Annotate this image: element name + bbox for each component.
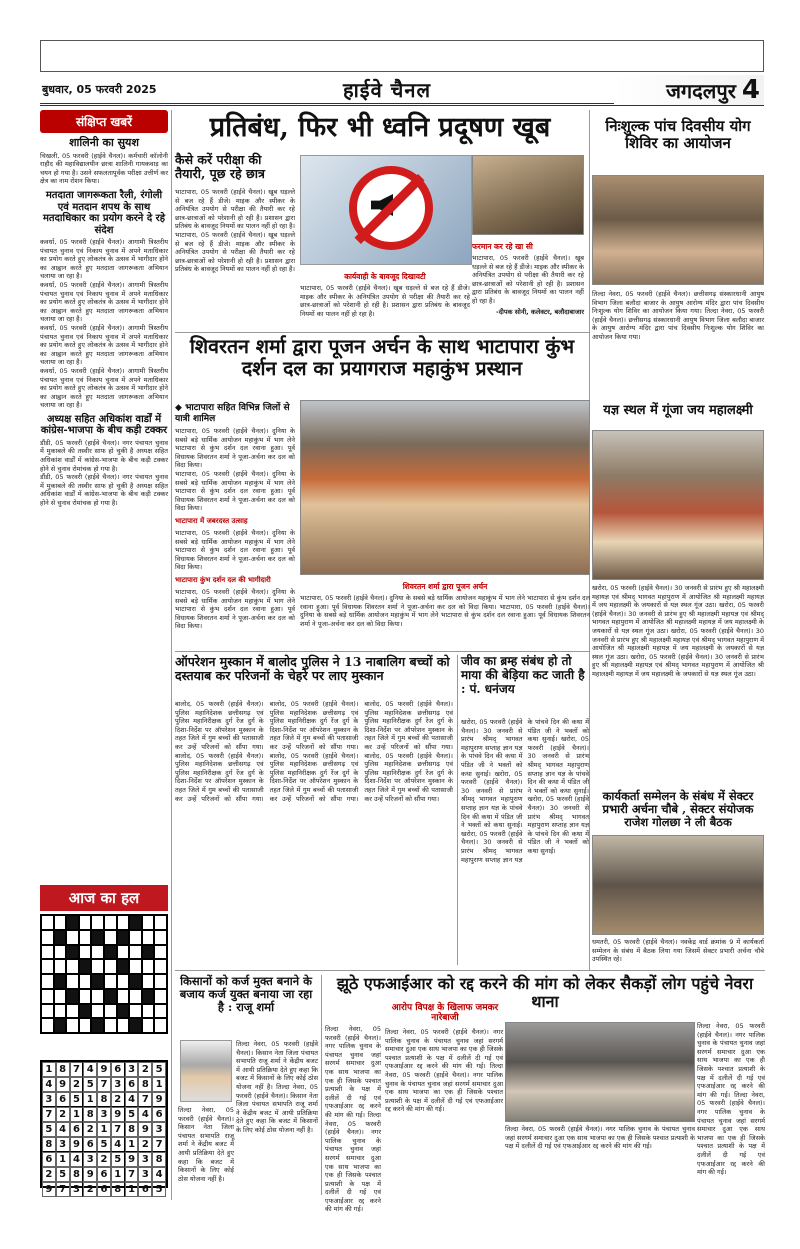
crossword-cell — [41, 1018, 54, 1033]
crossword-cell — [142, 915, 155, 930]
crossword-cell — [104, 1004, 117, 1019]
kumbh-body-text: भाटापारा, 05 फरवरी (हाईवे चैनल)। दुनिया के सबसे बड़े धार्मिक आयोजन महाकुंभ में भाग लेने भाटापारा से कुंभ दर्शन दल रवाना हुआ। पूर्व विधायक शिवरतन शर्मा ने पूजा-अर्चना कर दल को विदा किया। — [175, 427, 295, 470]
top-caption: कार्यवाही के बावजूद दिखावटी — [344, 272, 426, 281]
karyakarta-headline: कार्यकर्ता सम्मेलन के संबंध में सेक्टर प्रभारी अर्चना चौबे , सेक्टर संयोजक राजेश गोलछा ने ली बैठक — [602, 789, 754, 830]
crossword-cell — [117, 974, 130, 989]
crossword-cell — [129, 945, 142, 960]
crossword-cell — [104, 959, 117, 974]
sudoku-cell: 6 — [152, 1107, 166, 1122]
sudoku-cell: 7 — [111, 1122, 125, 1137]
sudoku-cell: 9 — [83, 1167, 97, 1182]
sudoku-cell: 7 — [70, 1062, 84, 1077]
top-body-col3-text: भाटापारा, 05 फरवरी (हाईवे चैनल)। खूब धड़ल्ले से बज रहे हैं डीजे। माइक और स्पीकर के अनियंत्रित उपयोग से परीक्षा की तैयारी कर रहे छात्र-छात्राओं को परेशानी हो रही है। प्रशासन द्वारा प्रतिबंध के बावजूद नियमों का पालन नहीं हो रहा है। — [472, 254, 584, 305]
crossword-cell — [54, 974, 67, 989]
sudoku-cell: 2 — [42, 1167, 56, 1182]
sudoku-cell: 7 — [152, 1137, 166, 1152]
sudoku-cell: 9 — [70, 1137, 84, 1152]
top-headline: प्रतिबंध, फिर भी ध्वनि प्रदूषण खूब — [209, 112, 551, 143]
crossword-cell — [66, 974, 79, 989]
crossword-cell — [142, 989, 155, 1004]
sudoku-cell: 4 — [125, 1092, 139, 1107]
top-body-col3 — [472, 238, 584, 333]
sudoku-cell: 2 — [83, 1122, 97, 1137]
nevra-body-col4-text-2: तिल्दा नेवरा, 05 फरवरी (हाईवे चैनल)। नगर पालिक चुनाव के पंचायत चुनाव जहां सरगर्म समाचार दुआ एक साथ भाजपा का एक ही जिसके पश्चात प्रत्याशी के पक्ष में दलीलें दी गई एवं एफआईआर रद्द करने की मांग की गई। — [697, 1090, 765, 1177]
nevra-body-col4 — [697, 1022, 765, 1195]
crossword-cell — [142, 959, 155, 974]
nevra-body-col1 — [325, 1025, 381, 1214]
crossword-cell — [129, 930, 142, 945]
sudoku-cell: 3 — [138, 1152, 152, 1167]
operation-muskan-headline: ऑपरेशन मुस्कान में बालोद पुलिस ने 13 नाबालिग बच्चों को दस्तयाब कर परिजनों के चेहरे पर लाए मुस्कान — [175, 654, 450, 684]
karyakarta-body: धमतरी, 05 फरवरी (हाईवे चैनल)। नवकेंद्र वार्ड क्रमांक 9 में कार्यकर्ता सम्मेलन के संबंध में बैठक लिया गया जिसमें सेक्टर प्रभारी अर्चना चौबे उपस्थित रहे। — [592, 938, 764, 964]
sudoku-cell: 1 — [125, 1137, 139, 1152]
sudoku-cell: 9 — [56, 1077, 70, 1092]
sudoku-cell: 8 — [42, 1137, 56, 1152]
crossword-cell — [54, 915, 67, 930]
sudoku-cell: 1 — [42, 1062, 56, 1077]
crossword-cell — [154, 930, 167, 945]
crossword-cell — [142, 1004, 155, 1019]
crossword-cell — [41, 989, 54, 1004]
top-subheadline: कैसे करें परीक्षा की तैयारी, पूछ रहे छात्र — [175, 152, 265, 182]
farmer-body — [236, 1040, 318, 1190]
crossword-cell — [54, 945, 67, 960]
kumbh-body-bottom-text: भाटापारा, 05 फरवरी (हाईवे चैनल)। दुनिया के सबसे बड़े धार्मिक आयोजन महाकुंभ में भाग लेने भाटापारा से कुंभ दर्शन दल रवाना हुआ। पूर्व विधायक शिवरतन शर्मा ने पूजा-अर्चना कर दल को विदा किया। — [300, 594, 590, 611]
crossword-cell — [54, 930, 67, 945]
crossword-cell — [117, 945, 130, 960]
paper-title: हाईवे चैनल — [342, 78, 432, 102]
sudoku-cell: 1 — [83, 1092, 97, 1107]
crossword-cell — [79, 915, 92, 930]
briefs-tag: संक्षिप्त खबरें — [40, 110, 168, 133]
crossword-cell — [117, 915, 130, 930]
section-divider — [175, 332, 589, 333]
sudoku-cell: 8 — [70, 1167, 84, 1182]
farmer-body-text: तिल्दा नेवरा, 05 फरवरी (हाईवे चैनल)। किसान नेता जिला पंचायत सभापति राजू शर्मा ने केंद्रीय बजट में आयी प्रतिक्रिया देते हुए कहा कि बजट में किसानों के लिए कोई ठोस योजना नहीं है। — [236, 1040, 318, 1091]
sudoku-cell: 6 — [70, 1122, 84, 1137]
sudoku-cell: 9 — [125, 1152, 139, 1167]
crossword-cell — [79, 974, 92, 989]
crossword-cell — [117, 959, 130, 974]
advertisement-box — [40, 40, 764, 72]
crossword-grid — [40, 914, 168, 1034]
top-body-text-cont: भाटापारा, 05 फरवरी (हाईवे चैनल)। खूब धड़ल्ले से बज रहे हैं डीजे। माइक और स्पीकर के अनियंत्रित उपयोग से परीक्षा की तैयारी कर रहे छात्र-छात्राओं को परेशानी हो रही है। प्रशासन द्वारा प्रतिबंध के बावजूद नियमों का पालन नहीं हो रहा है। — [175, 230, 295, 274]
sudoku-cell: 2 — [97, 1152, 111, 1167]
sudoku-cell: 4 — [56, 1122, 70, 1137]
crossword-cell — [91, 989, 104, 1004]
sudoku-cell: 1 — [152, 1077, 166, 1092]
crossword-cell — [91, 915, 104, 930]
sudoku-grid — [40, 1060, 168, 1195]
sudoku-cell: 6 — [42, 1152, 56, 1167]
jeev-body-text-2: खरोरा, 05 फरवरी (हाईवे चैनल)। 30 जनवरी से प्रारंभ श्रीमद् भागवत महापुराण सप्ताह ज्ञान यज्ञ के पांचवे दिन की कथा में पंडित जी ने भक्तों को कथा सुनाई। — [461, 769, 523, 830]
kumbh-body-bottom — [300, 578, 590, 650]
column-divider — [171, 110, 172, 1200]
farmer-headline: किसानों को कर्ज मुक्त बनाने के बजाय कर्ज युक्त बनाया जा रहा है : राजू शर्मा — [179, 974, 313, 1015]
sudoku-cell: 5 — [97, 1137, 111, 1152]
brief-headline-1: शालिनी का सुयश — [69, 136, 139, 149]
crossword-cell — [154, 974, 167, 989]
nevra-body-bottom-text: तिल्दा नेवरा, 05 फरवरी (हाईवे चैनल)। नगर पालिक चुनाव के पंचायत चुनाव जहां सरगर्म समाचार दुआ एक साथ भाजपा का एक ही जिसके पश्चात प्रत्याशी के पक्ष में दलीलें दी गई एवं एफआईआर रद्द करने की मांग की गई। — [505, 1125, 695, 1151]
jeev-body-text-4: खरोरा, 05 फरवरी (हाईवे चैनल)। 30 जनवरी से प्रारंभ श्रीमद् भागवत महापुराण सप्ताह ज्ञान यज्ञ के पांचवे दिन की कथा में पंडित जी ने भक्तों को कथा सुनाई। — [527, 735, 589, 795]
nevra-body-text: तिल्दा नेवरा, 05 फरवरी (हाईवे चैनल)। नगर पालिक चुनाव के पंचायत चुनाव जहां सरगर्म समाचार दुआ एक साथ भाजपा का एक ही जिसके पश्चात प्रत्याशी के पक्ष में दलीलें दी गई एवं एफआईआर रद्द करने की मांग की गई। — [325, 1025, 381, 1119]
sudoku-cell: 2 — [83, 1182, 97, 1197]
crossword-cell — [79, 1004, 92, 1019]
crossword-cell — [117, 1004, 130, 1019]
sudoku-cell: 5 — [56, 1167, 70, 1182]
crossword-cell — [79, 945, 92, 960]
kumbh-body-col1 — [175, 400, 295, 650]
crossword-cell — [66, 945, 79, 960]
operation-body-text-5: बालोद, 05 फरवरी (हाईवे चैनल)। पुलिस महानिदेशक छत्तीसगढ़ एवं पुलिस महानिरीक्षक दुर्ग रेंज दुर्ग के दिशा-निर्देश पर ऑपरेशन मुस्कान के तहत जिले में गुम बच्चों की पतासाजी कर उन्हें परिजनों को सौंपा गया। — [364, 700, 453, 751]
crossword-cell — [66, 1004, 79, 1019]
crossword-cell — [129, 974, 142, 989]
sudoku-cell: 9 — [42, 1182, 56, 1197]
yoga-headline: निःशुल्क पांच दिवसीय योग शिविर का आयोजन — [605, 117, 751, 153]
crossword-cell — [91, 1018, 104, 1033]
jeev-body-text-3: खरोरा, 05 फरवरी (हाईवे चैनल)। 30 जनवरी से प्रारंभ श्रीमद् भागवत महापुराण सप्ताह ज्ञान यज्ञ के पांचवे दिन की कथा में पंडित जी ने भक्तों को कथा सुनाई। — [461, 718, 589, 864]
brief-body-3-cont: डौंडी, 05 फरवरी (हाईवे चैनल)। नगर पंचायत चुनाव में मुकाबले की तस्वीर साफ हो चुकी है अध्यक्ष सहित अधिकांश वार्डों में कांग्रेस-भाजपा के बीच कड़ी टक्कर होने से चुनाव रोमांचक हो गया है। — [40, 473, 168, 508]
section-divider — [175, 651, 589, 652]
crossword-cell — [104, 974, 117, 989]
sudoku-cell: 5 — [111, 1152, 125, 1167]
nevra-body-col2-text-2: तिल्दा नेवरा, 05 फरवरी (हाईवे चैनल)। नगर पालिक चुनाव के पंचायत चुनाव जहां सरगर्म समाचार दुआ एक साथ भाजपा का एक ही जिसके पश्चात प्रत्याशी के पक्ष में दलीलें दी गई एवं एफआईआर रद्द करने की मांग की गई। — [385, 1062, 503, 1114]
meeting-photo — [592, 835, 764, 935]
crossword-cell — [129, 989, 142, 1004]
sudoku-cell: 3 — [111, 1077, 125, 1092]
nevra-body-col2-text: तिल्दा नेवरा, 05 फरवरी (हाईवे चैनल)। नगर पालिक चुनाव के पंचायत चुनाव जहां सरगर्म समाचार दुआ एक साथ भाजपा का एक ही जिसके पश्चात प्रत्याशी के पक्ष में दलीलें दी गई एवं एफआईआर रद्द करने की मांग की गई। — [385, 1028, 503, 1071]
jeev-body — [461, 718, 589, 965]
top-side-sub: फरमान कर रहे खा सी — [472, 242, 533, 251]
nevra-thana-headline: झूठे एफआईआर को रद्द करने की मांग को लेकर सैकड़ों लोग पहुंचे नेवरा थाना — [336, 974, 754, 1012]
column-divider — [321, 975, 322, 1195]
sudoku-cell: 6 — [97, 1182, 111, 1197]
kumbh-sub3: भाटापारा कुंभ दर्शन दल की भागीदारी — [175, 575, 271, 584]
crossword-cell — [129, 1018, 142, 1033]
sudoku-cell: 7 — [42, 1107, 56, 1122]
crossword-cell — [91, 974, 104, 989]
masthead — [40, 76, 764, 106]
sudoku-cell: 6 — [97, 1167, 111, 1182]
kumbh-sub4: शिवरतन शर्मा द्वारा पूजन अर्चन — [402, 582, 488, 591]
crossword-cell — [142, 930, 155, 945]
brief-body-2-cont2: कवर्धा, 05 फरवरी (हाईवे चैनल)। आगामी त्रिस्तरीय पंचायत चुनाव एवं निकाय चुनाव में अपने मताधिकार का प्रयोग करते हुए लोकतंत्र के उत्सव में भागीदार होने का आह्वान करते हुए मतदाता जागरूकता अभियान चलाया जा रहा है। — [40, 323, 168, 367]
crossword-cell — [54, 1018, 67, 1033]
crossword-cell — [142, 974, 155, 989]
sudoku-cell: 4 — [111, 1137, 125, 1152]
crossword-cell — [91, 1004, 104, 1019]
nevra-body-col4-text: तिल्दा नेवरा, 05 फरवरी (हाईवे चैनल)। नगर पालिक चुनाव के पंचायत चुनाव जहां सरगर्म समाचार दुआ एक साथ भाजपा का एक ही जिसके पश्चात प्रत्याशी के पक्ष में दलीलें दी गई एवं एफआईआर रद्द करने की मांग की गई। — [697, 1022, 765, 1099]
sudoku-cell: 4 — [42, 1077, 56, 1092]
crossword-cell — [54, 989, 67, 1004]
sudoku-cell: 6 — [125, 1077, 139, 1092]
sudoku-cell: 8 — [152, 1152, 166, 1167]
yoga-body-text-cont: तिल्दा नेवरा, 05 फरवरी (हाईवे चैनल)। छत्तीसगढ़ संस्कारधानी आयुष विभाग जिला बलौदा बाजार के आयुष आरोग्य मंदिर द्वारा पांच दिवसीय निःशुल्क योग शिविर का आयोजन किया गया। — [592, 307, 764, 341]
crossword-cell — [79, 989, 92, 1004]
sudoku-cell: 3 — [56, 1137, 70, 1152]
crossword-cell — [104, 1018, 117, 1033]
sudoku-cell: 1 — [56, 1152, 70, 1167]
sudoku-cell: 5 — [152, 1182, 166, 1197]
crossword-cell — [142, 1018, 155, 1033]
crossword-cell — [154, 915, 167, 930]
crossword-cell — [79, 959, 92, 974]
sudoku-cell: 7 — [56, 1182, 70, 1197]
crossword-cell — [79, 1018, 92, 1033]
brief-headline-3: अध्यक्ष सहित अधिकांश वार्डों में कांग्रेस-भाजपा के बीच कड़ी टक्कर — [40, 413, 168, 437]
operation-body-text-2: बालोद, 05 फरवरी (हाईवे चैनल)। पुलिस महानिदेशक छत्तीसगढ़ एवं पुलिस महानिरीक्षक दुर्ग रेंज दुर्ग के दिशा-निर्देश पर ऑपरेशन मुस्कान के तहत जिले में गुम बच्चों की पतासाजी कर उन्हें परिजनों को सौंपा गया। — [175, 751, 264, 803]
edition-city — [614, 75, 764, 105]
yoga-camp-photo — [592, 175, 764, 285]
sudoku-cell: 9 — [111, 1107, 125, 1122]
sudoku-cell: 5 — [125, 1107, 139, 1122]
sudoku-cell: 2 — [70, 1077, 84, 1092]
city-name: जगदलपुर — [666, 78, 736, 103]
nevra-body-col2 — [385, 1028, 503, 1195]
sudoku-cell: 5 — [42, 1122, 56, 1137]
crossword-cell — [91, 930, 104, 945]
operation-muskan-body — [175, 700, 453, 965]
crossword-cell — [104, 989, 117, 1004]
crossword-cell — [142, 945, 155, 960]
sudoku-cell: 4 — [138, 1107, 152, 1122]
crossword-cell — [129, 959, 142, 974]
brief-body-2-cont: कवर्धा, 05 फरवरी (हाईवे चैनल)। आगामी त्रिस्तरीय पंचायत चुनाव एवं निकाय चुनाव में अपने मताधिकार का प्रयोग करते हुए लोकतंत्र के उत्सव में भागीदार होने का आह्वान करते हुए मतदाता जागरूकता अभियान चलाया जा रहा है। — [40, 280, 168, 324]
sudoku-cell: 8 — [138, 1077, 152, 1092]
jeev-headline: जीव का ब्रम्ह संबंध हो तो माया की बेड़िया कट जाती है : पं. धनंजय — [461, 654, 585, 696]
crossword-cell — [41, 1004, 54, 1019]
sudoku-cell: 5 — [70, 1092, 84, 1107]
sudoku-cell: 1 — [125, 1182, 139, 1197]
sudoku-cell: 6 — [138, 1182, 152, 1197]
protest-photo — [505, 1022, 695, 1122]
kumbh-body-bottom-text-2: भाटापारा, 05 फरवरी (हाईवे चैनल)। दुनिया के सबसे बड़े धार्मिक आयोजन महाकुंभ में भाग लेने भाटापारा से कुंभ दर्शन दल रवाना हुआ। पूर्व विधायक शिवरतन शर्मा ने पूजा-अर्चना कर दल को विदा किया। — [300, 602, 590, 628]
kumbh-body-text-3: भाटापारा, 05 फरवरी (हाईवे चैनल)। दुनिया के सबसे बड़े धार्मिक आयोजन महाकुंभ में भाग लेने भाटापारा से कुंभ दर्शन दल रवाना हुआ। पूर्व विधायक शिवरतन शर्मा ने पूजा-अर्चना कर दल को विदा किया। — [175, 528, 295, 572]
crossword-cell — [66, 959, 79, 974]
yajna-body-text-3: खरोरा, 05 फरवरी (हाईवे चैनल)। 30 जनवरी से प्रारंभ हुए श्री महालक्ष्मी महायज्ञ एवं श्रीमद् भागवत महापुराण में आयोजित श्री महालक्ष्मी महायज्ञ में जय महालक्ष्मी के जयकारों से यज्ञ स्थल गूंज उठा। — [592, 626, 765, 661]
operation-body-text-6: बालोद, 05 फरवरी (हाईवे चैनल)। पुलिस महानिदेशक छत्तीसगढ़ एवं पुलिस महानिरीक्षक दुर्ग रेंज दुर्ग के दिशा-निर्देश पर ऑपरेशन मुस्कान के तहत जिले में गुम बच्चों की पतासाजी कर उन्हें परिजनों को सौंपा गया। — [364, 751, 453, 803]
sudoku-cell: 5 — [83, 1077, 97, 1092]
top-body — [175, 188, 295, 328]
sudoku-cell: 4 — [70, 1152, 84, 1167]
yajna-headline: यज्ञ स्थल में गूंजा जय महालक्ष्मी — [603, 403, 753, 418]
sudoku-cell: 1 — [111, 1167, 125, 1182]
sudoku-cell: 8 — [56, 1062, 70, 1077]
kumbh-body-text-2: भाटापारा, 05 फरवरी (हाईवे चैनल)। दुनिया के सबसे बड़े धार्मिक आयोजन महाकुंभ में भाग लेने भाटापारा से कुंभ दर्शन दल रवाना हुआ। पूर्व विधायक शिवरतन शर्मा ने पूजा-अर्चना कर दल को विदा किया। — [175, 469, 295, 513]
crossword-cell — [54, 1004, 67, 1019]
kumbh-subhead-text: भाटापारा सहित विभिन्न जिलों से यात्री शामिल — [175, 403, 290, 424]
section-divider — [175, 970, 765, 971]
sudoku-cell: 7 — [138, 1092, 152, 1107]
operation-body-text: बालोद, 05 फरवरी (हाईवे चैनल)। पुलिस महानिदेशक छत्तीसगढ़ एवं पुलिस महानिरीक्षक दुर्ग रेंज दुर्ग के दिशा-निर्देश पर ऑपरेशन मुस्कान के तहत जिले में गुम बच्चों की पतासाजी कर उन्हें परिजनों को सौंपा गया। — [175, 700, 264, 751]
sudoku-cell: 3 — [152, 1122, 166, 1137]
sudoku-cell: 2 — [56, 1107, 70, 1122]
crossword-cell — [41, 945, 54, 960]
sudoku-cell: 5 — [152, 1062, 166, 1077]
nevra-body-bottom — [505, 1125, 695, 1195]
page-number: 4 — [741, 74, 760, 105]
sudoku-cell: 9 — [152, 1092, 166, 1107]
yajna-body — [592, 584, 764, 784]
brief-body-3: डौंडी, 05 फरवरी (हाईवे चैनल)। नगर पंचायत चुनाव में मुकाबले की तस्वीर साफ हो चुकी है अध्यक्ष सहित अधिकांश वार्डों में कांग्रेस-भाजपा के बीच कड़ी टक्कर होने से चुनाव रोमांचक हो गया है। — [40, 438, 168, 473]
sudoku-cell: 2 — [138, 1137, 152, 1152]
crossword-cell — [104, 930, 117, 945]
yoga-body-text: तिल्दा नेवरा, 05 फरवरी (हाईवे चैनल)। छत्तीसगढ़ संस्कारधानी आयुष विभाग जिला बलौदा बाजार के आयुष आरोग्य मंदिर द्वारा पांच दिवसीय निःशुल्क योग शिविर का आयोजन किया गया। — [592, 290, 764, 316]
crossword-cell — [117, 930, 130, 945]
top-byline: -दीपक सोनी, कलेक्टर, बलौदाबाजार — [496, 307, 584, 316]
brief-body-2-cont3: कवर्धा, 05 फरवरी (हाईवे चैनल)। आगामी त्रिस्तरीय पंचायत चुनाव एवं निकाय चुनाव में अपने मताधिकार का प्रयोग करते हुए लोकतंत्र के उत्सव में भागीदार होने का आह्वान करते हुए मतदाता जागरूकता अभियान चलाया जा रहा है। — [40, 366, 168, 410]
crossword-cell — [41, 959, 54, 974]
crossword-cell — [66, 1018, 79, 1033]
kumbh-subhead: ◆ भाटापारा सहित विभिन्न जिलों से यात्री शामिल — [175, 403, 290, 424]
kumbh-sub2: भाटापारा में जबरदस्त उत्साह — [175, 516, 248, 525]
crossword-cell — [41, 930, 54, 945]
issue-date: बुधवार, 05 फरवरी 2025 — [42, 83, 157, 96]
sudoku-cell: 9 — [97, 1062, 111, 1077]
yajna-body-text: खरोरा, 05 फरवरी (हाईवे चैनल)। 30 जनवरी से प्रारंभ हुए श्री महालक्ष्मी महायज्ञ एवं श्रीमद् भागवत महापुराण में आयोजित श्री महालक्ष्मी महायज्ञ में जय महालक्ष्मी के जयकारों से यज्ञ स्थल गूंज उठा। — [592, 584, 764, 610]
operation-body-text-3: बालोद, 05 फरवरी (हाईवे चैनल)। पुलिस महानिदेशक छत्तीसगढ़ एवं पुलिस महानिरीक्षक दुर्ग रेंज दुर्ग के दिशा-निर्देश पर ऑपरेशन मुस्कान के तहत जिले में गुम बच्चों की पतासाजी कर उन्हें परिजनों को सौंपा गया। — [269, 700, 359, 751]
dj-crowd-photo — [472, 155, 584, 235]
crossword-cell — [117, 989, 130, 1004]
sudoku-cell: 6 — [111, 1062, 125, 1077]
sudoku-cell: 2 — [138, 1062, 152, 1077]
sudoku-cell: 8 — [111, 1182, 125, 1197]
farmer-body-left: तिल्दा नेवरा, 05 फरवरी (हाईवे चैनल)। किसान नेता जिला पंचायत सभापति राजू शर्मा ने केंद्रीय बजट में आयी प्रतिक्रिया देते हुए कहा कि बजट में किसानों के लिए कोई ठोस योजना नहीं है। — [178, 1106, 234, 1183]
jeev-body-text: खरोरा, 05 फरवरी (हाईवे चैनल)। 30 जनवरी से प्रारंभ श्रीमद् भागवत महापुराण सप्ताह ज्ञान यज्ञ के पांचवे दिन की कथा में पंडित जी ने भक्तों को कथा सुनाई। — [461, 718, 523, 778]
top-body-col2 — [300, 268, 470, 328]
crossword-cell — [54, 959, 67, 974]
yoga-body — [592, 290, 764, 395]
yajna-body-text-4: खरोरा, 05 फरवरी (हाईवे चैनल)। 30 जनवरी से प्रारंभ हुए श्री महालक्ष्मी महायज्ञ एवं श्रीमद् भागवत महापुराण में आयोजित श्री महालक्ष्मी महायज्ञ में जय महालक्ष्मी के जयकारों से यज्ञ स्थल गूंज उठा। — [592, 652, 764, 678]
today-solution-header: आज का हल — [40, 885, 168, 911]
brief-headline-2: मतदाता जागरूकता रैली, रंगोली एवं मतदान शपथ के साथ मतदाधिकार का प्रयोग करने दे रहे संदेश — [42, 190, 166, 236]
brief-body-2: कवर्धा, 05 फरवरी (हाईवे चैनल)। आगामी त्रिस्तरीय पंचायत चुनाव एवं निकाय चुनाव में अपने मताधिकार का प्रयोग करते हुए लोकतंत्र के उत्सव में भागीदार होने का आह्वान करते हुए मतदाता जागरूकता अभियान चलाया जा रहा है। — [40, 238, 168, 281]
crossword-cell — [91, 945, 104, 960]
top-body-col2-text: भाटापारा, 05 फरवरी (हाईवे चैनल)। खूब धड़ल्ले से बज रहे हैं डीजे। माइक और स्पीकर के अनियंत्रित उपयोग से परीक्षा की तैयारी कर रहे छात्र-छात्राओं को परेशानी हो रही है। प्रशासन द्वारा प्रतिबंध के बावजूद नियमों का पालन नहीं हो रहा है। — [300, 284, 470, 318]
sudoku-cell: 3 — [125, 1062, 139, 1077]
nevra-body-text-2: तिल्दा नेवरा, 05 फरवरी (हाईवे चैनल)। नगर पालिक चुनाव के पंचायत चुनाव जहां सरगर्म समाचार दुआ एक साथ भाजपा का एक ही जिसके पश्चात प्रत्याशी के पक्ष में दलीलें दी गई एवं एफआईआर रद्द करने की मांग की गई। — [325, 1110, 381, 1214]
sudoku-cell: 1 — [70, 1107, 84, 1122]
crossword-cell — [117, 1018, 130, 1033]
crossword-cell — [91, 959, 104, 974]
jeev-body-text-5: खरोरा, 05 फरवरी (हाईवे चैनल)। 30 जनवरी से प्रारंभ श्रीमद् भागवत महापुराण सप्ताह ज्ञान यज्ञ के पांचवे दिन की कथा में पंडित जी ने भक्तों को कथा सुनाई। — [527, 795, 589, 855]
sudoku-cell: 3 — [42, 1092, 56, 1107]
sudoku-cell: 6 — [83, 1137, 97, 1152]
sudoku-cell: 1 — [97, 1122, 111, 1137]
sudoku-cell: 3 — [70, 1182, 84, 1197]
sudoku-cell: 7 — [97, 1077, 111, 1092]
sudoku-cell: 3 — [97, 1107, 111, 1122]
sudoku-cell: 8 — [97, 1092, 111, 1107]
operation-body-text-4: बालोद, 05 फरवरी (हाईवे चैनल)। पुलिस महानिदेशक छत्तीसगढ़ एवं पुलिस महानिरीक्षक दुर्ग रेंज दुर्ग के दिशा-निर्देश पर ऑपरेशन मुस्कान के तहत जिले में गुम बच्चों की पतासाजी कर उन्हें परिजनों को सौंपा गया। — [269, 751, 359, 803]
crossword-cell — [41, 915, 54, 930]
sudoku-cell: 3 — [138, 1167, 152, 1182]
crossword-cell — [129, 1004, 142, 1019]
raju-sharma-photo — [180, 1040, 232, 1102]
crossword-cell — [41, 974, 54, 989]
brief-body-1: चिखली, 05 फरवरी (हाईवे चैनल)। कर्मचारी कॉलोनी राहौद की महाविद्यालयीन छात्रा शालिनी गायकवाड़ का चयन हो गया है। उसने सफलतापूर्वक परीक्षा उत्तीर्ण कर क्षेत्र का नाम रोशन किया। — [40, 151, 168, 186]
no-sound-image — [300, 155, 472, 265]
kumbh-group-photo — [300, 400, 590, 575]
crossword-cell — [104, 945, 117, 960]
crossword-cell — [66, 915, 79, 930]
sudoku-cell: 4 — [152, 1167, 166, 1182]
crossword-cell — [154, 989, 167, 1004]
sudoku-cell: 9 — [138, 1122, 152, 1137]
sudoku-cell: 8 — [83, 1107, 97, 1122]
sudoku-cell: 6 — [56, 1092, 70, 1107]
sudoku-cell: 8 — [125, 1122, 139, 1137]
crossword-cell — [154, 959, 167, 974]
crossword-cell — [66, 989, 79, 1004]
crossword-cell — [154, 945, 167, 960]
yajna-photo — [592, 430, 764, 580]
farmer-body-text-2: तिल्दा नेवरा, 05 फरवरी (हाईवे चैनल)। किसान नेता जिला पंचायत सभापति राजू शर्मा ने केंद्रीय बजट में आयी प्रतिक्रिया देते हुए कहा कि बजट में किसानों के लिए कोई ठोस योजना नहीं है। — [236, 1082, 318, 1134]
sudoku-cell: 2 — [111, 1092, 125, 1107]
kumbh-body-text-4: भाटापारा, 05 फरवरी (हाईवे चैनल)। दुनिया के सबसे बड़े धार्मिक आयोजन महाकुंभ में भाग लेने भाटापारा से कुंभ दर्शन दल रवाना हुआ। पूर्व विधायक शिवरतन शर्मा ने पूजा-अर्चना कर दल को विदा किया। — [175, 587, 295, 631]
briefs-column — [40, 110, 168, 910]
crossword-cell — [129, 915, 142, 930]
nevra-thana-subhead: आरोप विपक्ष के खिलाफ जमकर नारेबाजी — [391, 1003, 499, 1024]
crossword-cell — [154, 1018, 167, 1033]
sudoku-cell: 3 — [83, 1152, 97, 1167]
column-divider — [457, 655, 458, 965]
crossword-cell — [104, 915, 117, 930]
sudoku-cell: 4 — [83, 1062, 97, 1077]
crossword-cell — [66, 930, 79, 945]
top-body-text: भाटापारा, 05 फरवरी (हाईवे चैनल)। खूब धड़ल्ले से बज रहे हैं डीजे। माइक और स्पीकर के अनियंत्रित उपयोग से परीक्षा की तैयारी कर रहे छात्र-छात्राओं को परेशानी हो रही है। प्रशासन द्वारा प्रतिबंध के बावजूद नियमों का पालन नहीं हो रहा है। — [175, 188, 295, 231]
kumbh-headline: शिवरतन शर्मा द्वारा पूजन अर्चन के साथ भाटापारा कुंभ दर्शन दल का प्रयागराज महाकुंभ प्रस्थान — [189, 335, 575, 381]
sudoku-cell: 7 — [125, 1167, 139, 1182]
crossword-cell — [154, 1004, 167, 1019]
crossword-cell — [79, 930, 92, 945]
yajna-body-text-2: खरोरा, 05 फरवरी (हाईवे चैनल)। 30 जनवरी से प्रारंभ हुए श्री महालक्ष्मी महायज्ञ एवं श्रीमद् भागवत महापुराण में आयोजित श्री महालक्ष्मी महायज्ञ में जय महालक्ष्मी के जयकारों से यज्ञ स्थल गूंज उठा। — [592, 601, 764, 635]
